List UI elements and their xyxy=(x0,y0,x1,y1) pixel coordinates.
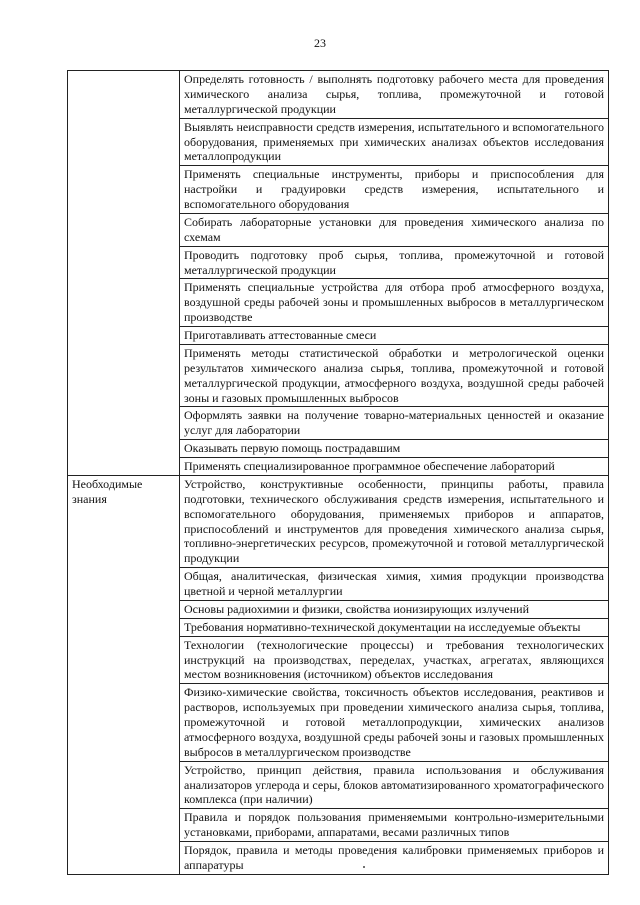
skill-item: Применять методы статистической обработки и метрологической оценки результатов химического анализа сырья, топлива, промежуточной и готовой металлургической продукции, атмосферного воздуха, воздушной среды рабочей зоны и газовых промышленных выбросов xyxy=(180,344,609,407)
knowledge-item: Технологии (технологические процессы) и требования технологических инструкций на производствах, переделах, участках, агрегатах, являющихся местом возникновения (источником) объектов исследования xyxy=(180,636,609,684)
skill-item: Оказывать первую помощь пострадавшим xyxy=(180,440,609,458)
skill-item: Оформлять заявки на получение товарно-материальных ценностей и оказание услуг для лаборатории xyxy=(180,407,609,440)
skill-item: Применять специализированное программное обеспечение лабораторий xyxy=(180,458,609,476)
knowledge-item: Устройство, принцип действия, правила использования и обслуживания анализаторов углерода и серы, блоков автоматизированного хроматографического комплекса (при наличии) xyxy=(180,761,609,809)
table-row xyxy=(68,475,609,567)
section-label-required-knowledge: Необходимые знания xyxy=(68,475,180,874)
requirements-table xyxy=(67,70,609,875)
skill-item: Приготавливать аттестованные смеси xyxy=(180,327,609,345)
skill-item: Проводить подготовку проб сырья, топлива, промежуточной и готовой металлургической продукции xyxy=(180,246,609,279)
skill-item: Применять специальные инструменты, приборы и приспособления для настройки и градуировки средств измерения, испытательного и вспомогательного оборудования xyxy=(180,166,609,214)
knowledge-item: Правила и порядок пользования применяемыми контрольно-измерительными установками, приборами, аппаратами, весами различных типов xyxy=(180,809,609,842)
section-label-cell xyxy=(68,71,180,476)
skill-item: Собирать лабораторные установки для проведения химического анализа по схемам xyxy=(180,213,609,246)
page-number: 23 xyxy=(314,36,326,50)
knowledge-item: Физико-химические свойства, токсичность объектов исследования, реактивов и растворов, используемых при проведении химического анализа сырья, топлива, промежуточной и готовой металлопродукции, химических анализов атмосферного воздуха, воздушной среды рабочей зоны и газовых промышленных выбросов в металлургическом производстве xyxy=(180,684,609,761)
skill-item: Применять специальные устройства для отбора проб атмосферного воздуха, воздушной среды рабочей зоны и промышленных выбросов в металлургическом производстве xyxy=(180,279,609,327)
knowledge-item: Устройство, конструктивные особенности, принципы работы, правила подготовки, технического обслуживания средств измерения, испытательного и вспомогательного оборудования, применяемых приборов и аппаратов, приспособлений и инструментов для проведения химического анализа сырья, топливно-энергетических ресурсов, промежуточной и готовой металлургической продукции xyxy=(180,475,609,567)
knowledge-item: Основы радиохимии и физики, свойства ионизирующих излучений xyxy=(180,600,609,618)
skill-item: Выявлять неисправности средств измерения, испытательного и вспомогательного оборудования, применяемых при химических анализах объектов исследования металлопродукции xyxy=(180,118,609,166)
knowledge-item: Порядок, правила и методы проведения калибровки применяемых приборов и аппаратуры xyxy=(180,842,609,875)
skill-item: Определять готовность / выполнять подготовку рабочего места для проведения химического анализа сырья, топлива, промежуточной и готовой металлургической продукции xyxy=(180,71,609,119)
knowledge-item: Требования нормативно-технической документации на исследуемые объекты xyxy=(180,618,609,636)
scan-dot xyxy=(363,866,365,868)
knowledge-item: Общая, аналитическая, физическая химия, химия продукции производства цветной и черной металлургии xyxy=(180,568,609,601)
table-row xyxy=(68,71,609,119)
